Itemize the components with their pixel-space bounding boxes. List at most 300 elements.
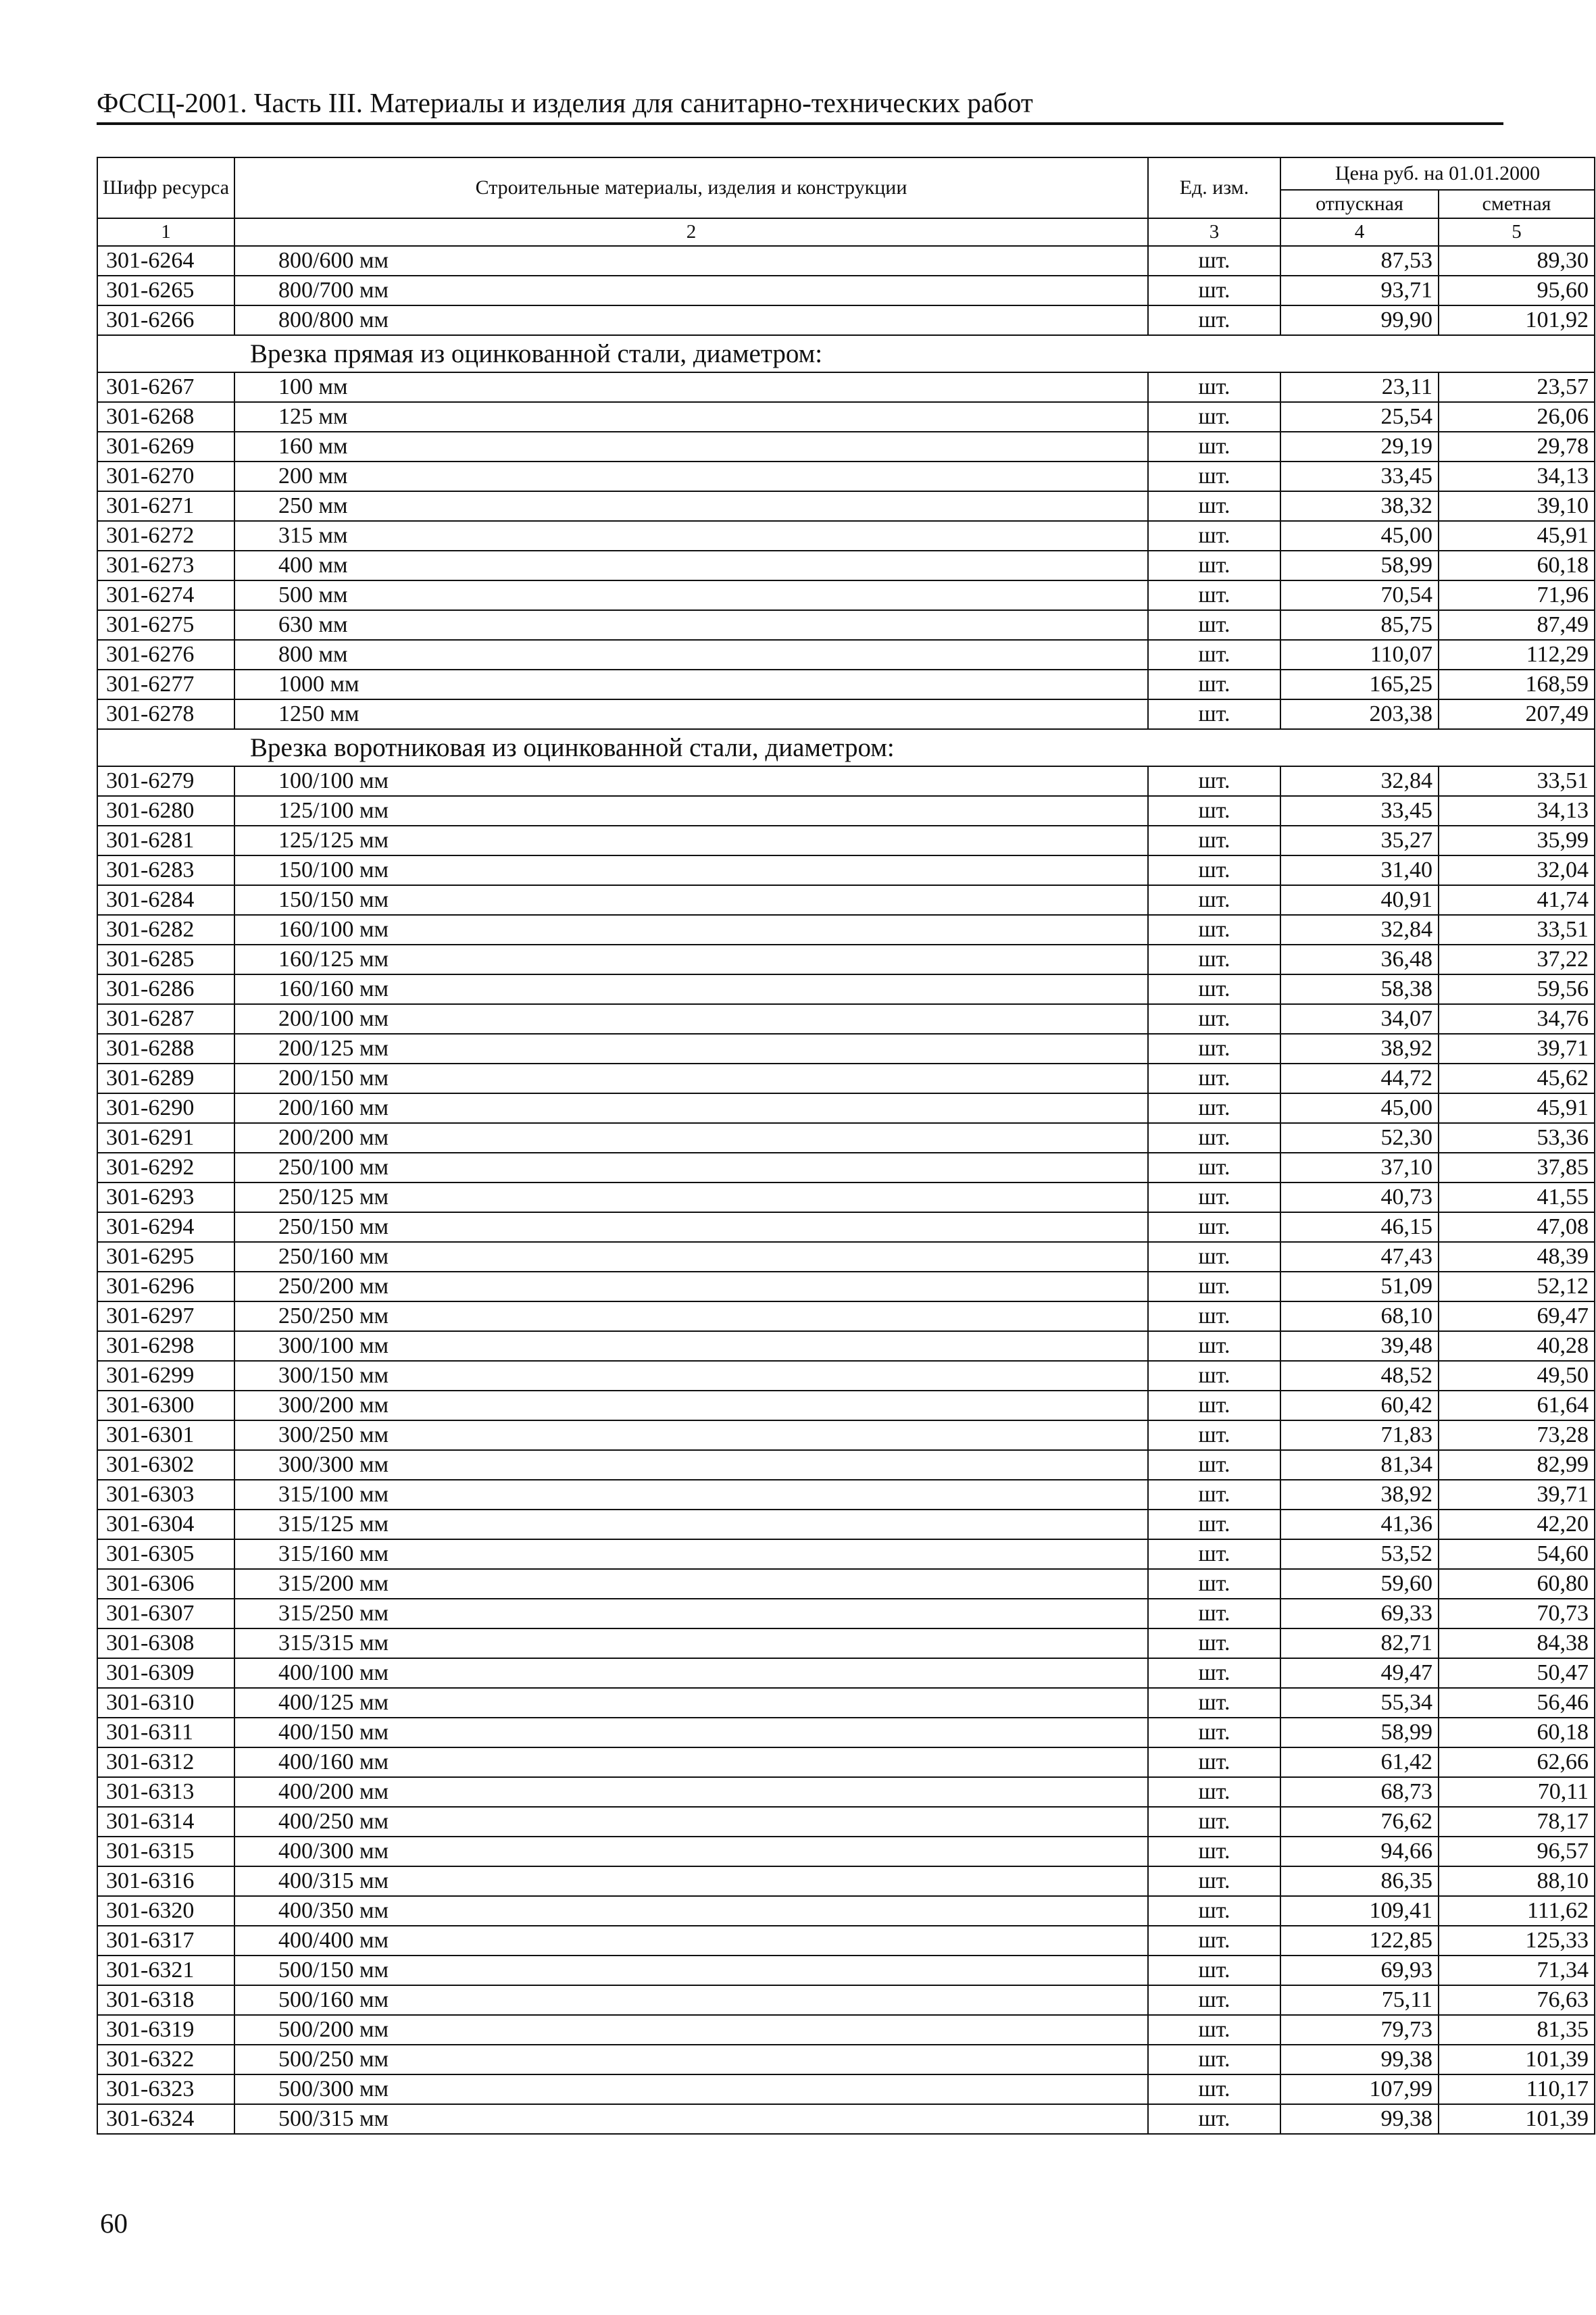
cell-code: 301-6293 — [97, 1183, 234, 1212]
cell-release-price: 68,73 — [1280, 1777, 1439, 1807]
cell-estimate-price: 60,18 — [1439, 551, 1595, 580]
cell-estimate-price: 54,60 — [1439, 1539, 1595, 1569]
cell-estimate-price: 41,74 — [1439, 885, 1595, 915]
cell-name: 500/200 мм — [234, 2015, 1148, 2045]
cell-code: 301-6307 — [97, 1599, 234, 1628]
table-row — [97, 1212, 1595, 1242]
cell-unit: шт. — [1148, 1301, 1280, 1331]
cell-code: 301-6297 — [97, 1301, 234, 1331]
cell-unit: шт. — [1148, 826, 1280, 855]
cell-release-price: 85,75 — [1280, 610, 1439, 640]
cell-code: 301-6278 — [97, 699, 234, 729]
table-row — [97, 1361, 1595, 1391]
table-row — [97, 1301, 1595, 1331]
cell-name: 150/100 мм — [234, 855, 1148, 885]
cell-name: 400/125 мм — [234, 1688, 1148, 1718]
table-row — [97, 276, 1595, 305]
cell-name: 125/100 мм — [234, 796, 1148, 826]
table-row — [97, 1628, 1595, 1658]
cell-name: 1250 мм — [234, 699, 1148, 729]
section-title: Врезка прямая из оцинкованной стали, диаметром: — [97, 335, 1595, 372]
cell-unit: шт. — [1148, 1510, 1280, 1539]
cell-release-price: 79,73 — [1280, 2015, 1439, 2045]
cell-name: 100/100 мм — [234, 766, 1148, 796]
cell-estimate-price: 82,99 — [1439, 1450, 1595, 1480]
cell-code: 301-6289 — [97, 1064, 234, 1093]
cell-code: 301-6281 — [97, 826, 234, 855]
cell-code: 301-6286 — [97, 974, 234, 1004]
cell-unit: шт. — [1148, 372, 1280, 402]
table-row — [97, 1391, 1595, 1420]
cell-code: 301-6318 — [97, 1985, 234, 2015]
cell-unit: шт. — [1148, 246, 1280, 276]
table-row — [97, 1153, 1595, 1183]
cell-release-price: 55,34 — [1280, 1688, 1439, 1718]
cell-release-price: 33,45 — [1280, 462, 1439, 491]
cell-code: 301-6314 — [97, 1807, 234, 1837]
cell-code: 301-6298 — [97, 1331, 234, 1361]
cell-estimate-price: 40,28 — [1439, 1331, 1595, 1361]
cell-unit: шт. — [1148, 1480, 1280, 1510]
cell-unit: шт. — [1148, 1599, 1280, 1628]
cell-code: 301-6308 — [97, 1628, 234, 1658]
cell-name: 400/200 мм — [234, 1777, 1148, 1807]
table-row — [97, 1004, 1595, 1034]
cell-unit: шт. — [1148, 1450, 1280, 1480]
cell-name: 315/250 мм — [234, 1599, 1148, 1628]
cell-estimate-price: 125,33 — [1439, 1926, 1595, 1956]
cell-estimate-price: 39,71 — [1439, 1034, 1595, 1064]
cell-estimate-price: 23,57 — [1439, 372, 1595, 402]
table-row — [97, 670, 1595, 699]
header-code: Шифр ресурса — [97, 157, 234, 218]
table-row — [97, 2045, 1595, 2074]
cell-name: 250/160 мм — [234, 1242, 1148, 1272]
cell-release-price: 60,42 — [1280, 1391, 1439, 1420]
table-row — [97, 1272, 1595, 1301]
header-name: Строительные материалы, изделия и конструкции — [234, 157, 1148, 218]
cell-unit: шт. — [1148, 1064, 1280, 1093]
cell-unit: шт. — [1148, 1004, 1280, 1034]
cell-code: 301-6279 — [97, 766, 234, 796]
cell-unit: шт. — [1148, 1985, 1280, 2015]
cell-unit: шт. — [1148, 1747, 1280, 1777]
cell-unit: шт. — [1148, 915, 1280, 945]
cell-unit: шт. — [1148, 2015, 1280, 2045]
column-number: 3 — [1148, 218, 1280, 246]
cell-release-price: 31,40 — [1280, 855, 1439, 885]
page-header-title: ФССЦ-2001. Часть III. Материалы и изделия для санитарно-технических работ — [97, 87, 1033, 118]
table-row — [97, 551, 1595, 580]
cell-code: 301-6304 — [97, 1510, 234, 1539]
table-row — [97, 1123, 1595, 1153]
cell-release-price: 107,99 — [1280, 2074, 1439, 2104]
cell-name: 400/400 мм — [234, 1926, 1148, 1956]
cell-name: 250/100 мм — [234, 1153, 1148, 1183]
cell-estimate-price: 112,29 — [1439, 640, 1595, 670]
cell-code: 301-6284 — [97, 885, 234, 915]
cell-code: 301-6277 — [97, 670, 234, 699]
cell-estimate-price: 35,99 — [1439, 826, 1595, 855]
table-row — [97, 1747, 1595, 1777]
cell-code: 301-6291 — [97, 1123, 234, 1153]
cell-release-price: 68,10 — [1280, 1301, 1439, 1331]
cell-unit: шт. — [1148, 1123, 1280, 1153]
cell-code: 301-6301 — [97, 1420, 234, 1450]
cell-name: 250/250 мм — [234, 1301, 1148, 1331]
cell-code: 301-6312 — [97, 1747, 234, 1777]
cell-code: 301-6315 — [97, 1837, 234, 1866]
cell-unit: шт. — [1148, 1420, 1280, 1450]
cell-estimate-price: 96,57 — [1439, 1837, 1595, 1866]
cell-name: 125/125 мм — [234, 826, 1148, 855]
cell-unit: шт. — [1148, 2045, 1280, 2074]
cell-unit: шт. — [1148, 945, 1280, 974]
cell-estimate-price: 49,50 — [1439, 1361, 1595, 1391]
cell-code: 301-6290 — [97, 1093, 234, 1123]
table-row — [97, 402, 1595, 432]
cell-estimate-price: 111,62 — [1439, 1896, 1595, 1926]
table-row — [97, 462, 1595, 491]
cell-estimate-price: 50,47 — [1439, 1658, 1595, 1688]
cell-name: 160/125 мм — [234, 945, 1148, 974]
cell-release-price: 109,41 — [1280, 1896, 1439, 1926]
table-row — [97, 1658, 1595, 1688]
table-row — [97, 796, 1595, 826]
cell-estimate-price: 42,20 — [1439, 1510, 1595, 1539]
cell-unit: шт. — [1148, 1391, 1280, 1420]
header-rule — [97, 122, 1503, 125]
cell-release-price: 34,07 — [1280, 1004, 1439, 1034]
cell-release-price: 122,85 — [1280, 1926, 1439, 1956]
cell-unit: шт. — [1148, 1034, 1280, 1064]
table-row — [97, 1420, 1595, 1450]
cell-name: 250/125 мм — [234, 1183, 1148, 1212]
table-row — [97, 2104, 1595, 2134]
table-row — [97, 1896, 1595, 1926]
cell-unit: шт. — [1148, 432, 1280, 462]
cell-release-price: 51,09 — [1280, 1272, 1439, 1301]
cell-estimate-price: 60,18 — [1439, 1718, 1595, 1747]
cell-name: 300/250 мм — [234, 1420, 1148, 1450]
cell-release-price: 41,36 — [1280, 1510, 1439, 1539]
table-row — [97, 610, 1595, 640]
cell-unit: шт. — [1148, 1896, 1280, 1926]
cell-name: 200/125 мм — [234, 1034, 1148, 1064]
cell-name: 300/100 мм — [234, 1331, 1148, 1361]
cell-unit: шт. — [1148, 610, 1280, 640]
cell-name: 500/150 мм — [234, 1956, 1148, 1985]
cell-code: 301-6319 — [97, 2015, 234, 2045]
cell-unit: шт. — [1148, 1153, 1280, 1183]
cell-name: 160 мм — [234, 432, 1148, 462]
cell-code: 301-6303 — [97, 1480, 234, 1510]
cell-unit: шт. — [1148, 1628, 1280, 1658]
table-row — [97, 1985, 1595, 2015]
cell-name: 250/150 мм — [234, 1212, 1148, 1242]
cell-estimate-price: 70,73 — [1439, 1599, 1595, 1628]
cell-unit: шт. — [1148, 580, 1280, 610]
cell-release-price: 99,38 — [1280, 2104, 1439, 2134]
cell-name: 150/150 мм — [234, 885, 1148, 915]
cell-name: 315/200 мм — [234, 1569, 1148, 1599]
cell-release-price: 38,32 — [1280, 491, 1439, 521]
table-row — [97, 945, 1595, 974]
cell-name: 400/350 мм — [234, 1896, 1148, 1926]
cell-code: 301-6270 — [97, 462, 234, 491]
resource-price-table — [97, 157, 1595, 2135]
cell-unit: шт. — [1148, 1718, 1280, 1747]
cell-code: 301-6320 — [97, 1896, 234, 1926]
cell-unit: шт. — [1148, 1242, 1280, 1272]
cell-release-price: 40,91 — [1280, 885, 1439, 915]
cell-estimate-price: 39,71 — [1439, 1480, 1595, 1510]
cell-unit: шт. — [1148, 1658, 1280, 1688]
cell-release-price: 58,99 — [1280, 551, 1439, 580]
table-row — [97, 1093, 1595, 1123]
table-row — [97, 1450, 1595, 1480]
cell-unit: шт. — [1148, 1331, 1280, 1361]
cell-unit: шт. — [1148, 1837, 1280, 1866]
cell-estimate-price: 168,59 — [1439, 670, 1595, 699]
cell-name: 800/800 мм — [234, 305, 1148, 335]
table-row — [97, 1956, 1595, 1985]
cell-name: 300/300 мм — [234, 1450, 1148, 1480]
cell-name: 200/100 мм — [234, 1004, 1148, 1034]
cell-estimate-price: 33,51 — [1439, 915, 1595, 945]
cell-unit: шт. — [1148, 276, 1280, 305]
cell-release-price: 32,84 — [1280, 915, 1439, 945]
cell-code: 301-6275 — [97, 610, 234, 640]
cell-unit: шт. — [1148, 1807, 1280, 1837]
cell-release-price: 75,11 — [1280, 1985, 1439, 2015]
cell-release-price: 29,19 — [1280, 432, 1439, 462]
cell-code: 301-6322 — [97, 2045, 234, 2074]
cell-estimate-price: 47,08 — [1439, 1212, 1595, 1242]
cell-name: 250/200 мм — [234, 1272, 1148, 1301]
cell-estimate-price: 45,62 — [1439, 1064, 1595, 1093]
cell-release-price: 35,27 — [1280, 826, 1439, 855]
cell-unit: шт. — [1148, 2074, 1280, 2104]
cell-name: 125 мм — [234, 402, 1148, 432]
cell-name: 400/315 мм — [234, 1866, 1148, 1896]
cell-name: 400 мм — [234, 551, 1148, 580]
cell-name: 300/200 мм — [234, 1391, 1148, 1420]
cell-name: 400/300 мм — [234, 1837, 1148, 1866]
table-row — [97, 2015, 1595, 2045]
cell-code: 301-6316 — [97, 1866, 234, 1896]
cell-code: 301-6321 — [97, 1956, 234, 1985]
column-number: 5 — [1439, 218, 1595, 246]
table-row — [97, 1569, 1595, 1599]
cell-unit: шт. — [1148, 551, 1280, 580]
table-row — [97, 1807, 1595, 1837]
cell-estimate-price: 95,60 — [1439, 276, 1595, 305]
cell-estimate-price: 53,36 — [1439, 1123, 1595, 1153]
cell-release-price: 99,38 — [1280, 2045, 1439, 2074]
section-row — [97, 335, 1595, 372]
cell-release-price: 52,30 — [1280, 1123, 1439, 1153]
table-row — [97, 640, 1595, 670]
table-row — [97, 1480, 1595, 1510]
cell-code: 301-6294 — [97, 1212, 234, 1242]
cell-release-price: 203,38 — [1280, 699, 1439, 729]
table-row — [97, 1926, 1595, 1956]
cell-name: 200/160 мм — [234, 1093, 1148, 1123]
cell-code: 301-6282 — [97, 915, 234, 945]
table-row — [97, 1837, 1595, 1866]
cell-code: 301-6287 — [97, 1004, 234, 1034]
cell-name: 400/100 мм — [234, 1658, 1148, 1688]
table-row — [97, 1510, 1595, 1539]
cell-release-price: 33,45 — [1280, 796, 1439, 826]
table-row — [97, 1183, 1595, 1212]
cell-release-price: 23,11 — [1280, 372, 1439, 402]
cell-name: 200/200 мм — [234, 1123, 1148, 1153]
cell-release-price: 40,73 — [1280, 1183, 1439, 1212]
cell-estimate-price: 70,11 — [1439, 1777, 1595, 1807]
cell-estimate-price: 61,64 — [1439, 1391, 1595, 1420]
cell-release-price: 82,71 — [1280, 1628, 1439, 1658]
table-row — [97, 1331, 1595, 1361]
cell-release-price: 32,84 — [1280, 766, 1439, 796]
table-row — [97, 855, 1595, 885]
cell-estimate-price: 71,96 — [1439, 580, 1595, 610]
cell-code: 301-6268 — [97, 402, 234, 432]
cell-code: 301-6310 — [97, 1688, 234, 1718]
cell-estimate-price: 34,76 — [1439, 1004, 1595, 1034]
cell-name: 400/150 мм — [234, 1718, 1148, 1747]
cell-estimate-price: 101,39 — [1439, 2104, 1595, 2134]
cell-unit: шт. — [1148, 1212, 1280, 1242]
cell-unit: шт. — [1148, 855, 1280, 885]
cell-unit: шт. — [1148, 402, 1280, 432]
cell-release-price: 45,00 — [1280, 521, 1439, 551]
cell-name: 200/150 мм — [234, 1064, 1148, 1093]
table-row — [97, 580, 1595, 610]
cell-estimate-price: 45,91 — [1439, 1093, 1595, 1123]
cell-unit: шт. — [1148, 1272, 1280, 1301]
cell-unit: шт. — [1148, 885, 1280, 915]
cell-estimate-price: 101,92 — [1439, 305, 1595, 335]
table-row — [97, 1539, 1595, 1569]
cell-estimate-price: 81,35 — [1439, 2015, 1595, 2045]
table-row — [97, 1777, 1595, 1807]
cell-unit: шт. — [1148, 2104, 1280, 2134]
cell-estimate-price: 73,28 — [1439, 1420, 1595, 1450]
column-number: 2 — [234, 218, 1148, 246]
table-row — [97, 885, 1595, 915]
cell-code: 301-6305 — [97, 1539, 234, 1569]
cell-name: 315/125 мм — [234, 1510, 1148, 1539]
cell-release-price: 69,33 — [1280, 1599, 1439, 1628]
table-row — [97, 372, 1595, 402]
cell-release-price: 81,34 — [1280, 1450, 1439, 1480]
cell-name: 315/100 мм — [234, 1480, 1148, 1510]
cell-release-price: 58,99 — [1280, 1718, 1439, 1747]
cell-name: 315/160 мм — [234, 1539, 1148, 1569]
cell-estimate-price: 56,46 — [1439, 1688, 1595, 1718]
cell-release-price: 49,47 — [1280, 1658, 1439, 1688]
page-number: 60 — [100, 2208, 128, 2239]
section-title: Врезка воротниковая из оцинкованной стали, диаметром: — [97, 729, 1595, 766]
cell-release-price: 87,53 — [1280, 246, 1439, 276]
cell-name: 315 мм — [234, 521, 1148, 551]
cell-unit: шт. — [1148, 462, 1280, 491]
cell-release-price: 36,48 — [1280, 945, 1439, 974]
table-row — [97, 305, 1595, 335]
cell-release-price: 70,54 — [1280, 580, 1439, 610]
cell-estimate-price: 39,10 — [1439, 491, 1595, 521]
cell-release-price: 71,83 — [1280, 1420, 1439, 1450]
cell-unit: шт. — [1148, 1926, 1280, 1956]
table-row — [97, 1242, 1595, 1272]
cell-estimate-price: 84,38 — [1439, 1628, 1595, 1658]
cell-code: 301-6274 — [97, 580, 234, 610]
cell-code: 301-6265 — [97, 276, 234, 305]
cell-code: 301-6324 — [97, 2104, 234, 2134]
cell-unit: шт. — [1148, 305, 1280, 335]
cell-unit: шт. — [1148, 1183, 1280, 1212]
table-row — [97, 974, 1595, 1004]
cell-release-price: 86,35 — [1280, 1866, 1439, 1896]
cell-code: 301-6280 — [97, 796, 234, 826]
cell-unit: шт. — [1148, 974, 1280, 1004]
table-row — [97, 1718, 1595, 1747]
cell-code: 301-6269 — [97, 432, 234, 462]
cell-code: 301-6323 — [97, 2074, 234, 2104]
cell-unit: шт. — [1148, 1539, 1280, 1569]
cell-release-price: 38,92 — [1280, 1034, 1439, 1064]
cell-name: 250 мм — [234, 491, 1148, 521]
section-row — [97, 729, 1595, 766]
cell-estimate-price: 69,47 — [1439, 1301, 1595, 1331]
cell-estimate-price: 48,39 — [1439, 1242, 1595, 1272]
header-price-group: Цена руб. на 01.01.2000 — [1280, 157, 1595, 190]
cell-code: 301-6264 — [97, 246, 234, 276]
cell-estimate-price: 37,22 — [1439, 945, 1595, 974]
cell-name: 400/160 мм — [234, 1747, 1148, 1777]
cell-code: 301-6273 — [97, 551, 234, 580]
cell-code: 301-6299 — [97, 1361, 234, 1391]
table-row — [97, 1599, 1595, 1628]
table-row — [97, 1688, 1595, 1718]
table-row — [97, 1034, 1595, 1064]
cell-unit: шт. — [1148, 521, 1280, 551]
cell-code: 301-6313 — [97, 1777, 234, 1807]
cell-release-price: 39,48 — [1280, 1331, 1439, 1361]
cell-estimate-price: 71,34 — [1439, 1956, 1595, 1985]
cell-release-price: 76,62 — [1280, 1807, 1439, 1837]
cell-name: 500/315 мм — [234, 2104, 1148, 2134]
cell-unit: шт. — [1148, 670, 1280, 699]
table-row — [97, 246, 1595, 276]
cell-estimate-price: 78,17 — [1439, 1807, 1595, 1837]
table-row — [97, 699, 1595, 729]
table-row — [97, 432, 1595, 462]
table-row — [97, 521, 1595, 551]
cell-code: 301-6288 — [97, 1034, 234, 1064]
cell-unit: шт. — [1148, 640, 1280, 670]
cell-code: 301-6317 — [97, 1926, 234, 1956]
cell-estimate-price: 101,39 — [1439, 2045, 1595, 2074]
cell-release-price: 165,25 — [1280, 670, 1439, 699]
cell-release-price: 38,92 — [1280, 1480, 1439, 1510]
cell-name: 800/700 мм — [234, 276, 1148, 305]
cell-estimate-price: 41,55 — [1439, 1183, 1595, 1212]
header-estimate-price: сметная — [1439, 190, 1595, 218]
cell-code: 301-6266 — [97, 305, 234, 335]
